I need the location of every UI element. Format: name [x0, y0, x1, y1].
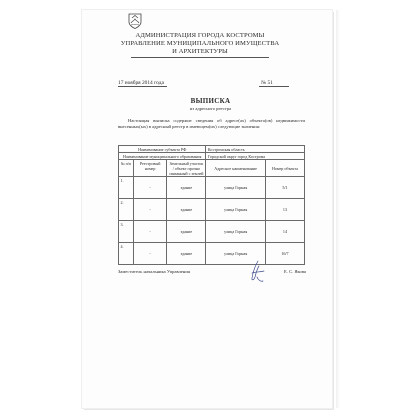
- row-num: 1.: [119, 177, 134, 199]
- col-address-name: Адресное наименование: [206, 160, 266, 177]
- intro-paragraph: Настоящая выписка содержит сведения об адресе(ах) объекта(ов) недвижимости внесенных(ых) в адресный реестр в имеющем(их) следующие значения:: [118, 118, 305, 129]
- subject-row: [119, 146, 305, 153]
- letterhead-underline: [131, 57, 269, 58]
- subject-value: Костромская область: [206, 146, 305, 153]
- row-reg: -: [133, 177, 166, 199]
- row-object: здание: [167, 221, 206, 243]
- letterhead-line-2: УПРАВЛЕНИЕ МУНИЦИПАЛЬНОГО ИМУЩЕСТВА: [120, 40, 280, 47]
- column-header-row: [119, 160, 305, 177]
- document-subtitle: из адресного реестра: [189, 106, 232, 111]
- row-reg: -: [133, 221, 166, 243]
- row-object-num: 5/1: [265, 177, 304, 199]
- table-row: [119, 243, 305, 265]
- signatory-name: Е. С. Якова: [284, 269, 306, 274]
- scan-edge: [336, 10, 340, 408]
- municipality-value: Городской округ город Кострома: [206, 153, 305, 160]
- row-object: здание: [167, 177, 206, 199]
- col-reg-num: Реестровый номер: [133, 160, 166, 177]
- row-street: улица Горная: [206, 199, 266, 221]
- letterhead-line-3: И АРХИТЕКТУРЫ: [172, 48, 228, 55]
- row-reg: -: [133, 199, 166, 221]
- row-object: здание: [167, 243, 206, 265]
- row-object: здание: [167, 199, 206, 221]
- document-title: ВЫПИСКА: [190, 97, 231, 105]
- table-row: [119, 221, 305, 243]
- coat-of-arms-icon: [128, 13, 142, 29]
- row-object-num: 13: [265, 199, 304, 221]
- table-row: [119, 177, 305, 199]
- handwritten-signature: [246, 260, 268, 284]
- row-num: 3.: [119, 221, 134, 243]
- municipality-label: Наименование муниципального образования: [119, 153, 206, 160]
- row-reg: -: [133, 243, 166, 265]
- registry-table: [118, 145, 305, 265]
- row-street: улица Горная: [206, 177, 266, 199]
- signatory-position: Заместитель начальника Управления: [118, 269, 190, 274]
- row-object-num: 14: [265, 221, 304, 243]
- document-number: № 51: [259, 80, 289, 87]
- row-street: улица Горная: [206, 221, 266, 243]
- table-row: [119, 199, 305, 221]
- signature-block: [118, 264, 308, 282]
- date-line: [118, 80, 303, 89]
- document-date: 17 ноября 2014 года: [118, 80, 167, 87]
- row-num: 2.: [119, 199, 134, 221]
- letterhead: [90, 32, 310, 58]
- row-num: 4.: [119, 243, 134, 265]
- row-street: улица Горная: [206, 243, 266, 265]
- col-object-num: Номер объекта: [265, 160, 304, 177]
- letterhead-line-1: АДМИНИСТРАЦИЯ ГОРОДА КОСТРОМЫ: [135, 32, 265, 39]
- municipality-row: [119, 153, 305, 160]
- row-object-num: 16/7: [265, 243, 304, 265]
- subject-label: Наименование субъекта РФ: [119, 146, 206, 153]
- col-num: № п/п: [119, 160, 134, 177]
- col-land: Земельный участок / объект прочно связанный с землей: [167, 160, 206, 177]
